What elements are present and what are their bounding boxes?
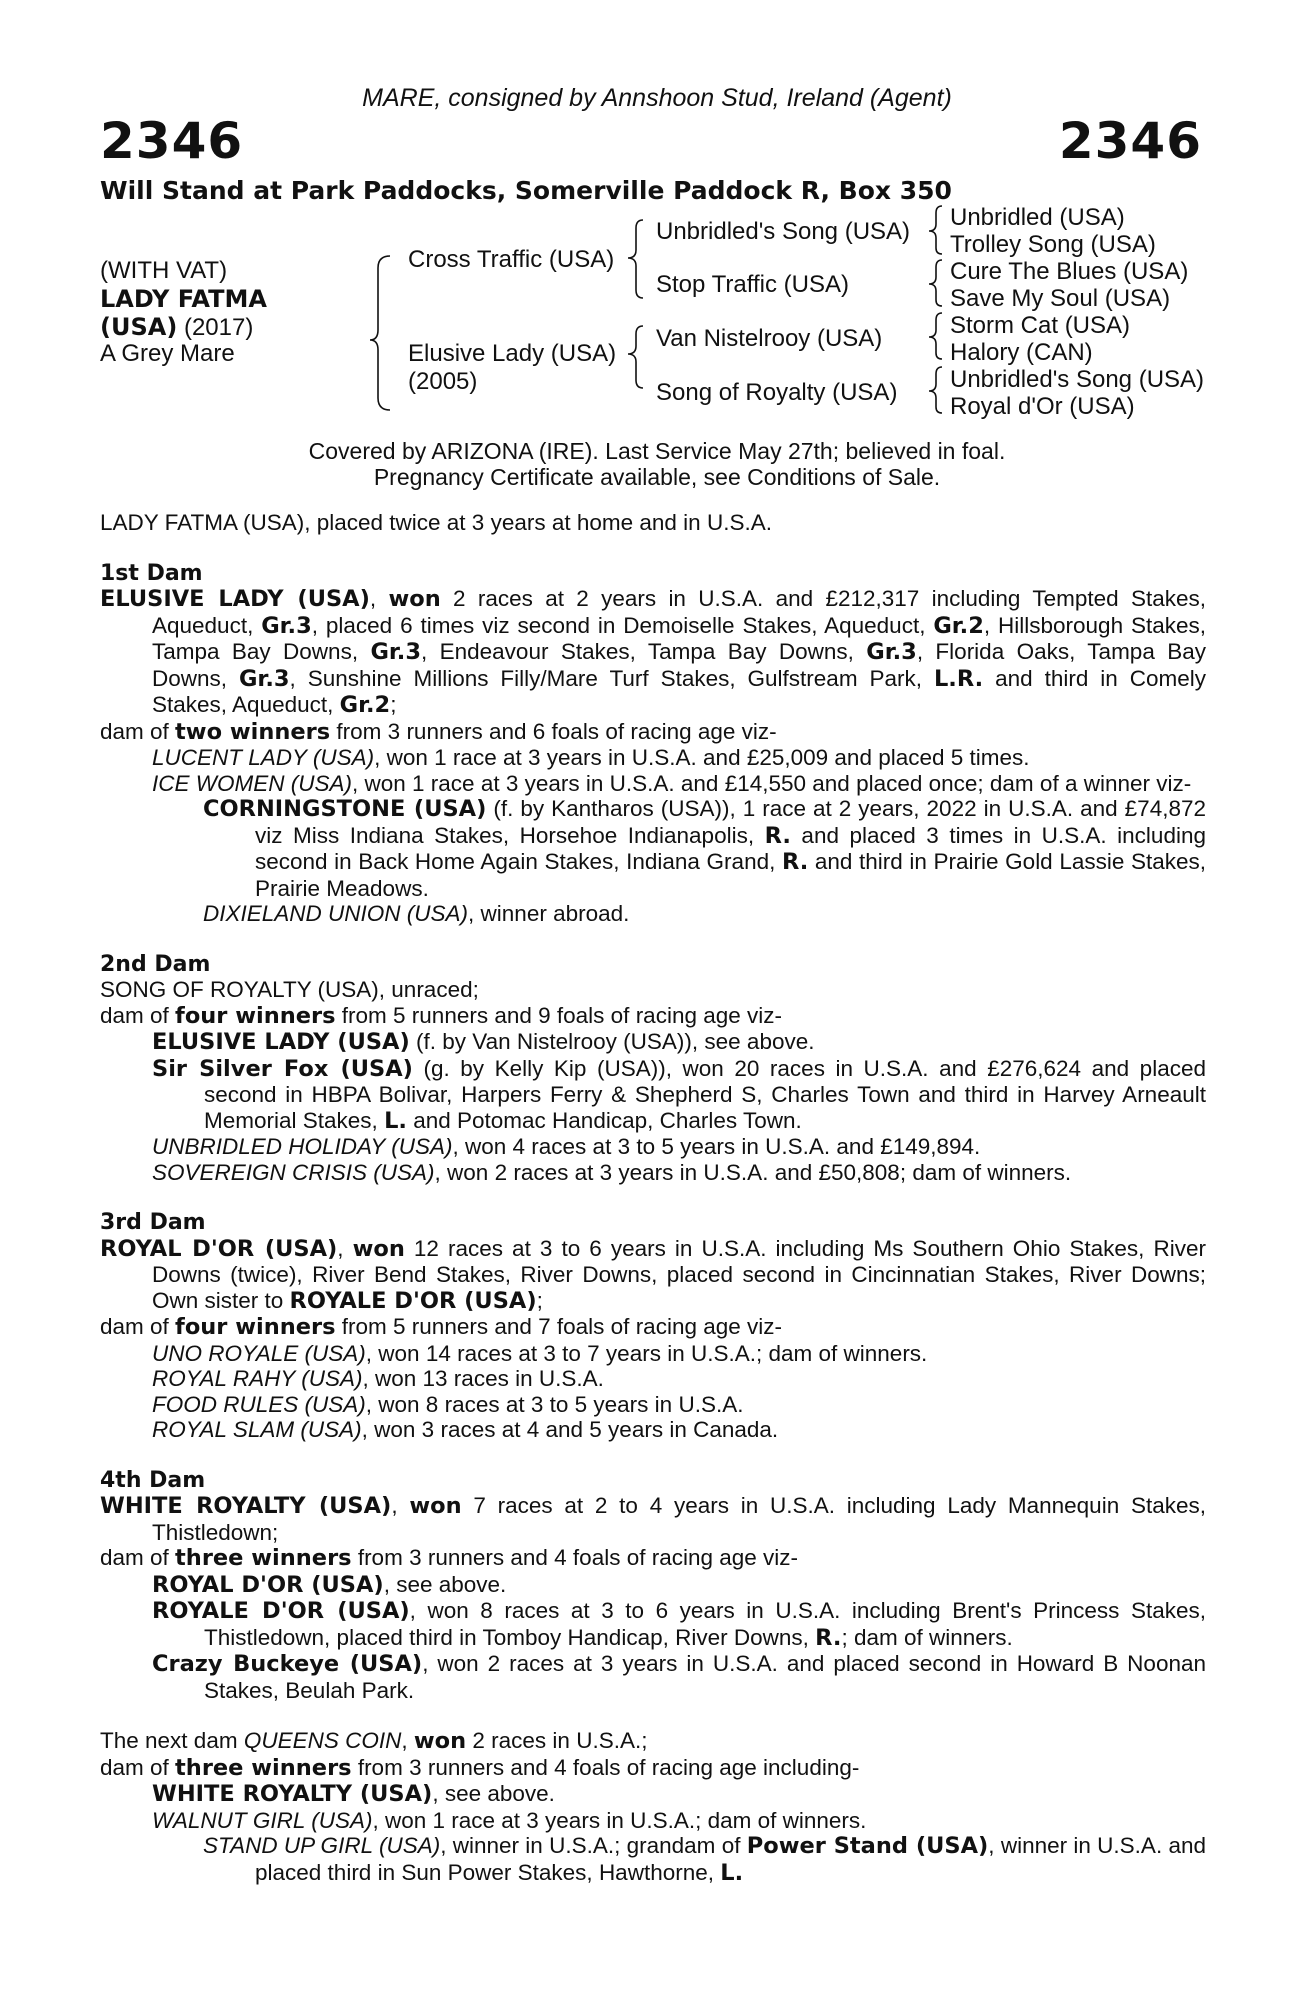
first-dam-progeny-2: ICE WOMEN (USA), won 1 race at 3 years in U.S.A. and £14,550 and placed once; dam of a winner viz- [152, 770, 1192, 796]
lot-number-right: 2346 [1058, 112, 1202, 170]
first-dam-progeny-3: DIXIELAND UNION (USA), winner abroad. [203, 901, 630, 926]
third-dam-progeny-2: ROYAL RAHY (USA), won 13 races in U.S.A. [152, 1366, 604, 1391]
horse-description: A Grey Mare [100, 340, 235, 367]
second-dam-progeny-1: ELUSIVE LADY (USA) (f. by Van Nistelrooy (USA)), see above. [152, 1029, 815, 1055]
covered-line-1: Covered by ARIZONA (IRE). Last Service May 27th; believed in foal. [308, 438, 1006, 464]
fourth-dam-record: WHITE ROYALTY (USA), won 7 races at 2 to 4 years in U.S.A. including Lady Mannequin Stakes, Thistledown; [100, 1493, 1206, 1545]
pedigree-dam-sire: Van Nistelrooy (USA) [656, 325, 883, 352]
horse-country: (USA) [100, 313, 178, 341]
pedigree-dds: Unbridled's Song (USA) [950, 366, 1205, 393]
second-dam-progeny-3: UNBRIDLED HOLIDAY (USA), won 4 races at 3 to 5 years in U.S.A. and £149,894. [152, 1134, 981, 1159]
third-dam-progeny-3: FOOD RULES (USA), won 8 races at 3 to 5 years in U.S.A. [152, 1391, 744, 1417]
next-dam-progeny-2: WALNUT GIRL (USA), won 1 race at 3 years in U.S.A.; dam of winners. [152, 1807, 867, 1833]
pedigree-dam: Elusive Lady (USA) [408, 340, 617, 367]
pedigree-sire: Cross Traffic (USA) [408, 246, 615, 273]
consignment-line: MARE, consigned by Annshoon Stud, Ireland (Agent) [362, 84, 952, 112]
third-dam-dam-of: dam of four winners from 5 runners and 7 foals of racing age viz- [100, 1314, 783, 1340]
third-dam-heading: 3rd Dam [100, 1210, 206, 1235]
pedigree-sdd: Save My Soul (USA) [950, 285, 1171, 312]
second-dam-line: SONG OF ROYALTY (USA), unraced; [100, 977, 479, 1002]
pedigree-dsd: Halory (CAN) [950, 339, 1093, 366]
first-dam-record: ELUSIVE LADY (USA), won 2 races at 2 years in U.S.A. and £212,317 including Tempted Stakes, Aqueduct, Gr.3, placed 6 times viz second in Demoiselle Stakes, Aqueduct, Gr.2, Hillsborough Stakes, Tampa Bay Downs, Gr.3, Endeavour Stakes, Tampa Bay Downs, Gr.3, Florida Oaks, Tampa Bay Downs, Gr.3, Sunshine Millions Filly/Mare Turf Stakes, Gulfstream Park, L.R. and third in Comely Stakes, Aqueduct, Gr.2; [100, 586, 1206, 718]
horse-name: LADY FATMA [100, 285, 267, 313]
next-dam-dam-of: dam of three winners from 3 runners and 4 foals of racing age including- [100, 1754, 860, 1781]
vat-label: (WITH VAT) [100, 257, 228, 284]
covered-line-2: Pregnancy Certificate available, see Conditions of Sale. [373, 464, 941, 490]
summary-line: LADY FATMA (USA), placed twice at 3 years at home and in U.S.A. [100, 510, 772, 535]
pedigree-ssd: Trolley Song (USA) [950, 231, 1156, 258]
catalogue-body [100, 510, 1206, 1886]
fourth-dam-progeny-1: ROYAL D'OR (USA), see above. [152, 1571, 507, 1598]
pedigree-ddd: Royal d'Or (USA) [950, 393, 1135, 420]
pedigree-dam-year: (2005) [408, 368, 478, 395]
next-dam-record: The next dam QUEENS COIN, won 2 races in U.S.A.; [100, 1728, 648, 1754]
pedigree-dss: Storm Cat (USA) [950, 312, 1131, 339]
fourth-dam-dam-of: dam of three winners from 3 runners and 4 foals of racing age viz- [100, 1545, 799, 1571]
second-dam-progeny-4: SOVEREIGN CRISIS (USA), won 2 races at 3 years in U.S.A. and £50,808; dam of winners. [152, 1159, 1072, 1185]
fourth-dam-heading: 4th Dam [100, 1467, 206, 1493]
next-dam-progeny-1: WHITE ROYALTY (USA), see above. [152, 1781, 555, 1807]
pedigree-dam-dam: Song of Royalty (USA) [656, 379, 898, 406]
first-dam-heading: 1st Dam [100, 560, 203, 586]
horse-year: (2017) [183, 314, 254, 341]
first-dam-dam-of: dam of two winners from 3 runners and 6 foals of racing age viz- [100, 718, 777, 745]
fourth-dam-progeny-2: ROYALE D'OR (USA), won 8 races at 3 to 6 years in U.S.A. including Brent's Princess Stakes, Thistledown, placed third in Tomboy Handicap, River Downs, R.; dam of winners. [152, 1598, 1206, 1651]
lot-number-left: 2346 [100, 112, 244, 170]
fourth-dam-progeny-3: Crazy Buckeye (USA), won 2 races at 3 years in U.S.A. and placed second in Howard B Noonan Stakes, Beulah Park. [152, 1651, 1206, 1703]
pedigree-sire-dam: Stop Traffic (USA) [656, 271, 849, 298]
third-dam-record: ROYAL D'OR (USA), won 12 races at 3 to 6 years in U.S.A. including Ms Southern Ohio Stakes, River Downs (twice), River Bend Stakes, River Downs, placed second in Cincinnatian Stakes, River Downs; Own sister to ROYALE D'OR (USA); [100, 1235, 1206, 1314]
stand-info: Will Stand at Park Paddocks, Somerville Paddock R, Box 350 [100, 176, 952, 205]
covered-info [0, 438, 1314, 490]
second-dam-progeny-2: Sir Silver Fox (USA) (g. by Kelly Kip (USA)), won 20 races in U.S.A. and £276,624 and placed second in HBPA Bolivar, Harpers Ferry & Shepherd S, Charles Town and third in Harvey Arneault Memorial Stakes, L. and Potomac Handicap, Charles Town. [152, 1055, 1206, 1134]
pedigree-sds: Cure The Blues (USA) [950, 258, 1189, 285]
third-dam-progeny-4: ROYAL SLAM (USA), won 3 races at 4 and 5 years in Canada. [152, 1417, 779, 1442]
first-dam-progeny-1: LUCENT LADY (USA), won 1 race at 3 years in U.S.A. and £25,009 and placed 5 times. [152, 745, 1030, 770]
third-dam-progeny-1: UNO ROYALE (USA), won 14 races at 3 to 7 years in U.S.A.; dam of winners. [152, 1340, 928, 1366]
second-dam-dam-of: dam of four winners from 5 runners and 9 foals of racing age viz- [100, 1002, 783, 1029]
pedigree-sss: Unbridled (USA) [950, 204, 1125, 231]
second-dam-heading: 2nd Dam [100, 951, 211, 977]
next-dam-grandprogeny: STAND UP GIRL (USA), winner in U.S.A.; grandam of Power Stand (USA), winner in U.S.A. and placed third in Sun Power Stakes, Hawthorne, L. [203, 1833, 1207, 1886]
first-dam-grandprogeny: CORNINGSTONE (USA) (f. by Kantharos (USA)), 1 race at 2 years, 2022 in U.S.A. and £74,872 viz Miss Indiana Stakes, Horsehoe Indianapolis, R. and placed 3 times in U.S.A. including second in Back Home Again Stakes, Indiana Grand, R. and third in Prairie Gold Lassie Stakes, Prairie Meadows. [203, 796, 1207, 901]
pedigree-sire-sire: Unbridled's Song (USA) [656, 218, 911, 245]
